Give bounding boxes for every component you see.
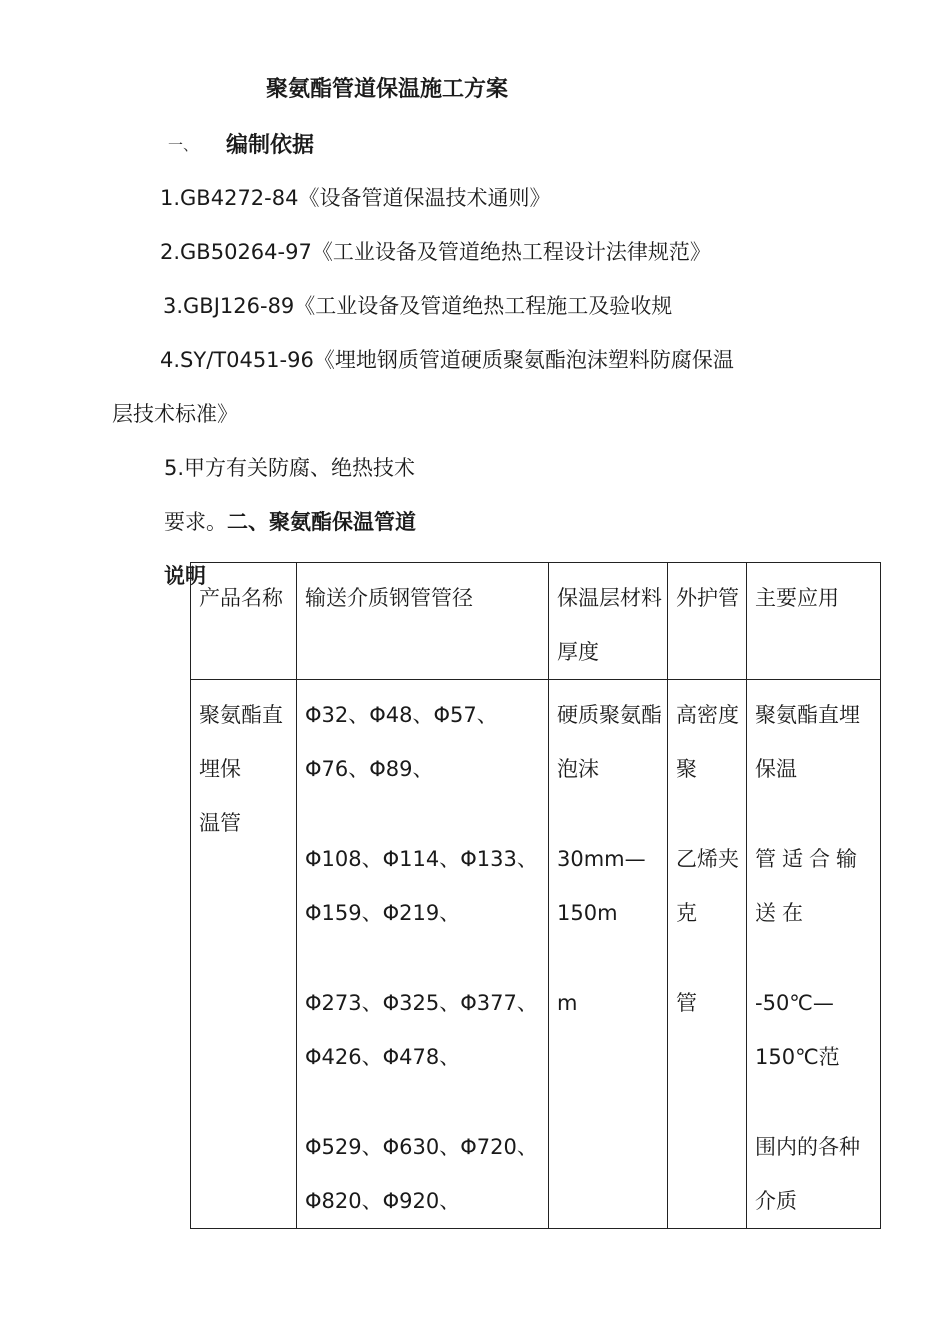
outer-pipe-part-1: 高密度聚 bbox=[676, 703, 739, 781]
insulation-thickness-unit: m bbox=[557, 991, 578, 1015]
product-name-part-1: 聚氨酯直埋保 bbox=[199, 703, 283, 781]
diameter-group-2: Φ108、Φ114、Φ133、Φ159、Φ219、 bbox=[305, 847, 538, 925]
product-spec-table bbox=[190, 562, 881, 1229]
header-product-name: 产品名称 bbox=[191, 563, 297, 680]
application-part-2: 管适合输送在 bbox=[755, 847, 863, 925]
requirements-line bbox=[164, 506, 416, 536]
outer-pipe-part-3: 管 bbox=[676, 991, 697, 1015]
outer-pipe-part-2: 乙烯夹克 bbox=[676, 847, 739, 925]
section-1-number: 一、 bbox=[168, 136, 199, 154]
header-insulation-thickness: 保温层材料厚度 bbox=[549, 563, 668, 680]
document-title: 聚氨酯管道保温施工方案 bbox=[266, 77, 509, 102]
diameter-group-1: Φ32、Φ48、Φ57、Φ76、Φ89、 bbox=[305, 703, 498, 781]
application-part-1: 聚氨酯直埋保温 bbox=[755, 703, 860, 781]
table-header-row bbox=[191, 563, 881, 680]
reference-5: 5.甲方有关防腐、绝热技术 bbox=[164, 456, 416, 480]
reference-3: 3.GBJ126-89《工业设备及管道绝热工程施工及验收规 bbox=[163, 294, 673, 318]
diameter-group-4: Φ529、Φ630、Φ720、Φ820、Φ920、 bbox=[305, 1135, 538, 1213]
header-outer-pipe: 外护管 bbox=[668, 563, 747, 680]
cell-product-name bbox=[191, 680, 297, 1229]
table-row bbox=[191, 680, 881, 1229]
section-1-heading: 编制依据 bbox=[226, 133, 315, 158]
reference-2: 2.GB50264-97《工业设备及管道绝热工程设计法律规范》 bbox=[160, 240, 711, 264]
application-part-3: -50℃—150℃范 bbox=[755, 991, 840, 1069]
header-main-application: 主要应用 bbox=[747, 563, 881, 680]
section-2-label: 说明 bbox=[164, 564, 206, 588]
reference-1: 1.GB4272-84《设备管道保温技术通则》 bbox=[160, 186, 551, 210]
cell-outer-pipe bbox=[668, 680, 747, 1229]
product-name-part-2: 温管 bbox=[199, 811, 241, 835]
cell-insulation bbox=[549, 680, 668, 1229]
cell-main-application bbox=[747, 680, 881, 1229]
diameter-group-3: Φ273、Φ325、Φ377、Φ426、Φ478、 bbox=[305, 991, 538, 1069]
header-pipe-diameter: 输送介质钢管管径 bbox=[297, 563, 549, 680]
application-part-4: 围内的各种介质 bbox=[755, 1135, 860, 1213]
insulation-thickness: 30mm—150m bbox=[557, 847, 646, 925]
cell-pipe-diameters bbox=[297, 680, 549, 1229]
reference-4-line-1: 4.SY/T0451-96《埋地钢质管道硬质聚氨酯泡沫塑料防腐保温 bbox=[160, 348, 734, 372]
section-2-heading: 二、聚氨酯保温管道 bbox=[227, 510, 416, 534]
requirements-text: 要求。 bbox=[164, 510, 227, 534]
insulation-material: 硬质聚氨酯泡沫 bbox=[557, 703, 662, 781]
reference-4-line-2: 层技术标准》 bbox=[112, 402, 238, 426]
